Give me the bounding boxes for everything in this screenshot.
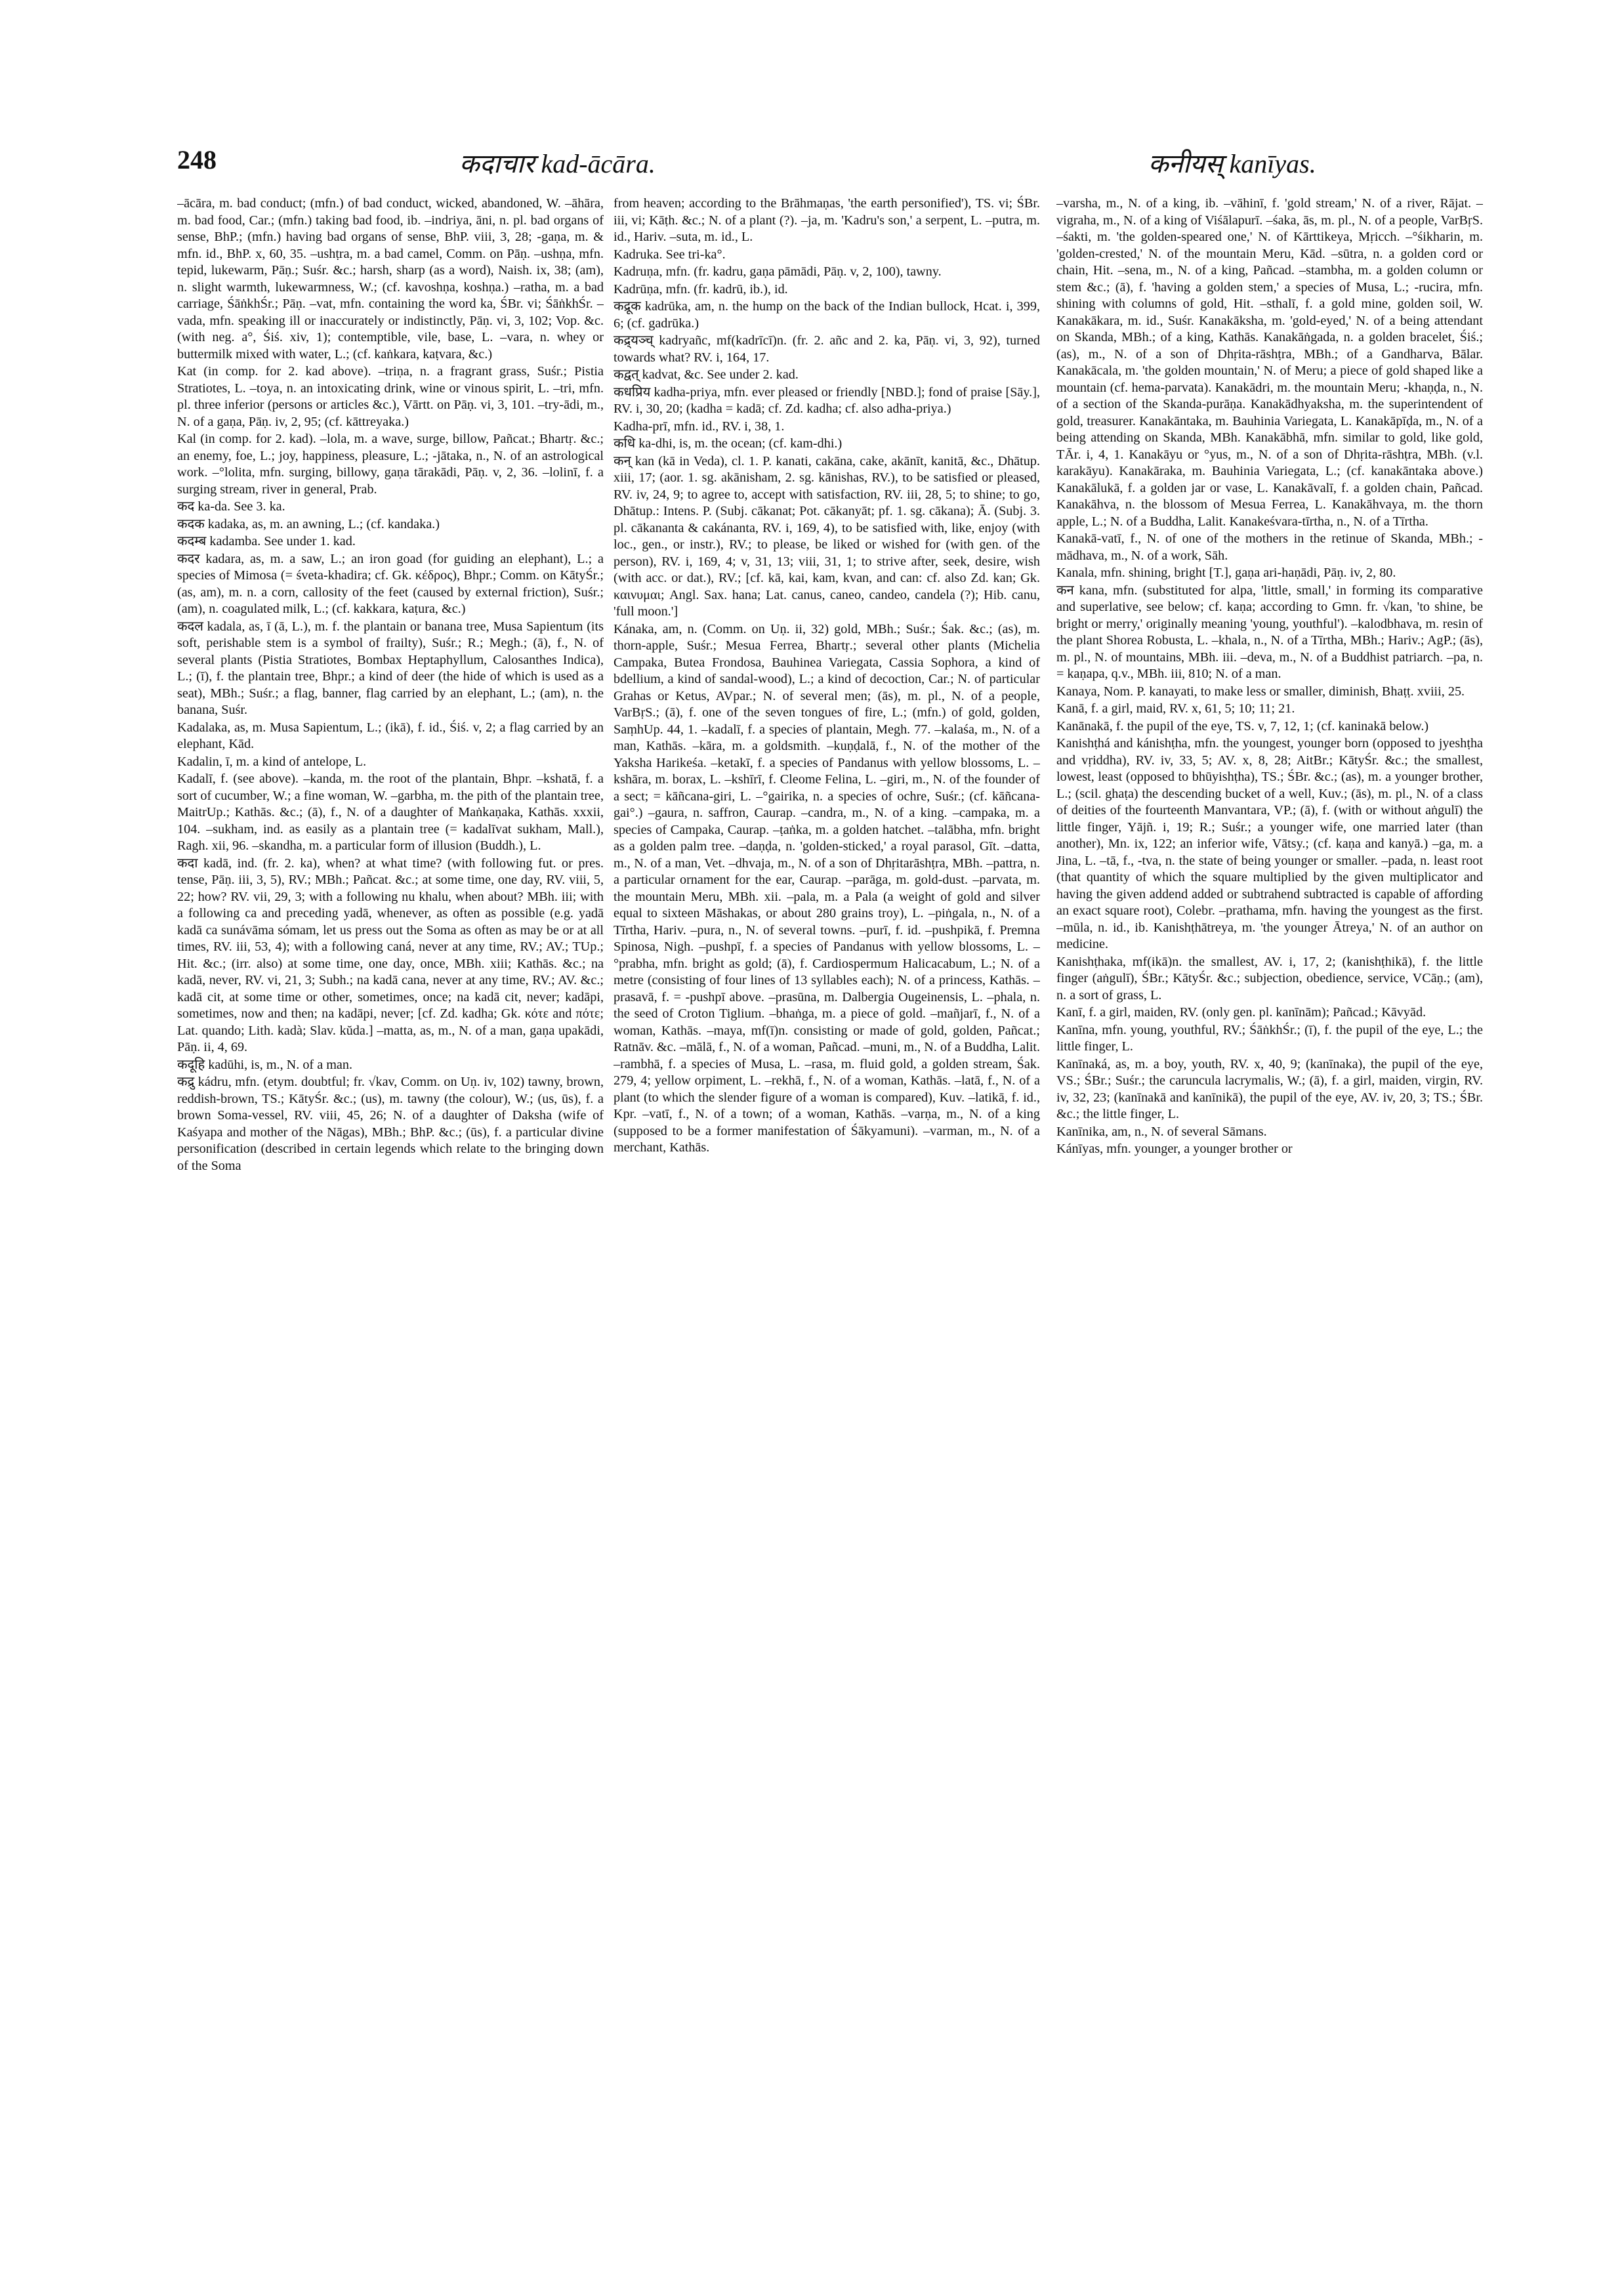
dictionary-entry: Kat (in comp. for 2. kad above). –triṇa, n. a fragrant grass, Suśr.; Pistia Stratiotes, L. –toya, n. an intoxicating drink, wine or vinous spirit, L. –tri, mfn. pl. three inferior (persons or articles &c.), Vārtt. on Pāṇ. vi, 3, 101. –try-ādi, m., N. of a gaṇa, Pāṇ. iv, 2, 95; (cf. kāttreyaka.) bbox=[177, 364, 604, 429]
dictionary-entry: कन kana, mfn. (substituted for alpa, 'little, small,' in forming its comparative and superlative, see below; cf. kaṇa; according to Gmn. fr. √kan, 'to shine, be bright or merry,' originally meaning 'young, youthful'). –kalodbhava, m. resin of the plant Shorea Robusta, L. –khala, n., N. of a Tīrtha, MBh.; Hariv.; AgP.; (ās), m. pl., N. of mountains, MBh. iii. –deva, m., N. of a Buddhist patriarch. –pa, n. = kaṇapa, q.v., MBh. iii, 810; N. of a man. bbox=[1056, 583, 1483, 681]
dictionary-entry: Kadruka. See tri-ka°. bbox=[614, 247, 726, 262]
dictionary-entry: कद्रूक kadrūka, am, n. the hump on the back of the Indian bullock, Hcat. i, 399, 6; (cf. gadrūka.) bbox=[614, 299, 1040, 331]
dictionary-entry: कधप्रिय kadha-priya, mfn. ever pleased or friendly [NBD.]; fond of praise [Sāy.], RV. i, 30, 20; (kadha = kadā; cf. Zd. kadha; cf. also adha-priya.) bbox=[614, 384, 1040, 416]
right-running-head: कनीयस् kanīyas. bbox=[1148, 149, 1316, 178]
dictionary-entry: कद ka-da. See 3. ka. bbox=[177, 499, 285, 514]
dictionary-entry: Kánaka, am, n. (Comm. on Uṇ. ii, 32) gold, MBh.; Suśr.; Śak. &c.; (as), m. thorn-apple, Suśr.; Mesua Ferrea, Bhartṛ.; several other plants (Michelia Campaka, Butea Frondosa, Bauhinea Variegata, Cassia Sophora, a kind of bdellium, a kind of sandal-wood), L.; a kind of decoction, Car.; N. of particular Grahas or Ketus, AVpar.; N. of several men; (ās), m. pl., N. of a people, VarBṛS.; (ā), f. one of the seven tongues of fire, L.; (mfn.) of gold, golden, SaṃhUp. 44, 1. –kadalī, f. a species of plantain, Megh. 77. –kalaśa, m., N. of a man, Kathās. –kāra, m. a goldsmith. –kuṇḍalā, f., N. of the mother of the Yaksha Harikeśa. –ketakī, f. a species of Pandanus with yellow blossoms, L. –kshāra, m. borax, L. –kshīrī, f. Cleome Felina, L. –giri, m., N. of the founder of a sect; = kāñcana-giri, L. –°gairika, n. a species of ochre, Suśr.; (cf. kāñcana-gai°.) –gaura, n. saffron, Caurap. –candra, m., N. of a king. –campaka, m. a species of Campaka, Caurap. –ṭaṅka, m. a golden hatchet. –talābha, mfn. bright as a golden palm tree. –daṇḍa, n. 'golden-sticked,' a royal parasol, Gīt. –datta, m., N. of a man, Vet. –dhvaja, m., N. of a son of Dhṛitarāshṭra, MBh. –pattra, n. a particular ornament for the ear, Caurap. –parāga, m. gold-dust. –parvata, m. the mountain Meru, MBh. xii. –pala, m. a Pala (a weight of gold and silver equal to sixteen Māshakas, or about 280 grains troy), L. –piṅgala, n., N. of a Tīrtha, Hariv. –pura, n., N. of several towns. –purī, f. id. –pushpikā, f. Premna Spinosa, Nigh. –pushpī, f. a species of Pandanus with yellow blossoms, L. –°prabha, mfn. bright as gold; (ā), f. Cardiospermum Halicacabum, L.; N. of a metre (consisting of four lines of 13 syllables each); N. of a princess, Kathās. –prasavā, f. = -pushpī above. –prasūna, m. Dalbergia Ougeinensis, L. –phala, n. the seed of Croton Tiglium. –bhaṅga, m. a piece of gold. –mañjarī, f., N. of a woman, Kathās. –maya, mf(ī)n. consisting or made of gold, golden, Pañcat.; Ratnāv. &c. –mālā, f., N. of a woman, Pañcad. –muni, m., N. of a Buddha, Lalit. –rambhā, f. a species of Musa, L. –rasa, m. fluid gold, a golden stream, Śak. 279, 4; yellow orpiment, L. –rekhā, f., N. of a woman, Kathās. –latā, f., N. of a plant (to which the slender figure of a woman is compared), Kuv. –latikā, f. id., Kpr. –vatī, f., N. of a town; of a woman, Kathās. –varṇa, m., N. of a king (supposed to be a former manifestation of Śākyamuni). –varman, m., N. of a merchant, Kathās. bbox=[614, 621, 1040, 1155]
page-header bbox=[177, 144, 1483, 184]
dictionary-entry: कद्र्यञ्च् kadryañc, mf(kadrīcī)n. (fr. 2. añc and 2. ka, Pāṇ. vi, 3, 92), turned towards what? RV. i, 164, 17. bbox=[614, 333, 1040, 365]
dictionary-entry: कन् kan (kā in Veda), cl. 1. P. kanati, cakāna, cake, akānīt, kanitā, &c., Dhātup. xiii, 17; (aor. 1. sg. akānisham, 2. sg. kānishas, RV.), to be satisfied or pleased, RV. iv, 24, 9; to agree to, accept with satisfaction, RV. iii, 28, 5; to shine; to go, Dhātup.: Intens. P. (Subj. cākanat; Pot. cākanyāt; pf. 1. sg. cākana); Ā. (Subj. 3. pl. cākananta & cakánanta, RV. i, 169, 4), to be satisfied with, like, enjoy (with loc., gen., or instr.), RV.; to please, be liked or wished for (with gen. of the person), RV. i, 169, 4; v, 31, 13; viii, 31, 1; to strive after, seek, desire, wish (with acc. or dat.), RV.; [cf. kā, kai, kam, kvan, and can: cf. also Zd. kan; Gk. καινυμαι; Angl. Sax. hana; Lat. canus, caneo, candeo, candela (?); Hib. canu, 'full moon.'] bbox=[614, 453, 1040, 619]
dictionary-entry: कद्रु kádru, mfn. (etym. doubtful; fr. √kav, Comm. on Uṇ. iv, 102) tawny, brown, reddish-brown, TS.; KātyŚr. &c.; (us), m. tawny (the colour), W.; (us, ūs), f. a brown Soma-vessel, RV. viii, 45, 26; N. of a daughter of Daksha (wife of Kaśyapa and mother of the Nāgas), MBh.; BhP. &c.; (ūs), f. a particular divine personification (described in certain legends which relate to the bringing down of the Soma bbox=[177, 1075, 604, 1173]
dictionary-entry: Kadalī, f. (see above). –kanda, m. the root of the plantain, Bhpr. –kshatā, f. a sort of cucumber, W.; a fine woman, W. –garbha, m. the pith of the plantain tree, MaitrUp.; Kathās. &c.; (ā), f., N. of a daughter of Maṅkaṇaka, Kathās. xxxii, 104. –sukham, ind. as easily as a plantain tree (= kadalīvat sukham, Mall.), Ragh. xii, 96. –skandha, m. a particular form of illusion (Buddh.), L. bbox=[177, 772, 604, 853]
dictionary-entry: Kanishṭhaka, mf(ikā)n. the smallest, AV. i, 17, 2; (kanishṭhikā), f. the little finger (aṅgulī), ŚBr.; KātyŚr. &c.; subjection, obedience, service, VCāṇ.; (am), n. a sort of grass, L. bbox=[1056, 954, 1483, 1003]
dictionary-entry: –ācāra, m. bad conduct; (mfn.) of bad conduct, wicked, abandoned, W. –āhāra, m. bad food, Car.; (mfn.) taking bad food, ib. –indriya, āni, n. pl. bad organs of sense, BhP.; (mfn.) having bad organs of sense, BhP. viii, 3, 28; -gaṇa, m. & mfn. id., BhP. x, 60, 35. –ushṭra, m. a bad camel, Comm. on Pāṇ. –ushṇa, mfn. tepid, lukewarm, Pāṇ.; Suśr. &c.; harsh, sharp (as a word), Naish. ix, 38; (am), n. slight warmth, lukewarmness, W.; (cf. kavoshṇa, koshṇa.) –ratha, m. a bad carriage, ŚāṅkhŚr.; Pāṇ. –vat, mfn. containing the word ka, ŚBr. vi; ŚāṅkhŚr. –vada, mfn. speaking ill or inaccurately or indistinctly, Pāṇ. vi, 3, 102; Vop. &c. (with neg. a°, Śiś. xiv, 1); contemptible, vile, base, L. –vara, n. whey or buttermilk mixed with water, L.; (cf. kaṅkara, kaṭvara, &c.) bbox=[177, 196, 604, 362]
dictionary-entry: Kanala, mfn. shining, bright [T.], gaṇa ari-haṇādi, Pāṇ. iv, 2, 80. bbox=[1056, 566, 1396, 580]
dictionary-entry: कदम्ब kadamba. See under 1. kad. bbox=[177, 534, 356, 548]
dictionary-entry: कद्वत् kadvat, &c. See under 2. kad. bbox=[614, 367, 799, 382]
dictionary-entry: कदूहि kadūhi, is, m., N. of a man. bbox=[177, 1057, 353, 1072]
dictionary-entry: Kánīyas, mfn. younger, a younger brother or bbox=[1056, 1142, 1293, 1156]
dictionary-entry: Kanakā-vatī, f., N. of one of the mothers in the retinue of Skanda, MBh.; -mādhava, m., N. of a work, Sāh. bbox=[1056, 531, 1483, 563]
dictionary-entry: Kadruṇa, mfn. (fr. kadru, gaṇa pāmādi, Pāṇ. v, 2, 100), tawny. bbox=[614, 264, 942, 279]
dictionary-entry: Kanīna, mfn. young, youthful, RV.; ŚāṅkhŚr.; (ī), f. the pupil of the eye, L.; the little finger, L. bbox=[1056, 1022, 1483, 1054]
dictionary-entry: कदर kadara, as, m. a saw, L.; an iron goad (for guiding an elephant), L.; a species of Mimosa (= śveta-khadira; cf. Gk. κέδρος), Bhpr.; Comm. on KātyŚr.; (as, am), m. n. a corn, callosity of the feet (caused by external friction), Suśr.; (am), n. coagulated milk, L.; (cf. kakkara, kaṭura, &c.) bbox=[177, 551, 604, 616]
dictionary-entry: Kadalin, ī, m. a kind of antelope, L. bbox=[177, 754, 367, 769]
dictionary-entry: Kanishṭhá and kánishṭha, mfn. the youngest, younger born (opposed to jyeshṭha and vṛiddha), RV. iv, 33, 5; AV. x, 8, 28; AitBr.; KātyŚr. &c.; the smallest, lowest, least (opposed to bhūyishṭha), TS.; ŚBr. &c.; (as), m. a younger brother, L.; (scil. ghaṭa) the descending bucket of a well, Kuv.; (ās), m. pl., N. of a class of deities of the fourteenth Manvantara, VP.; (ā), f. (with or without aṅgulī) the little finger, Yājñ. i, 19; R.; Suśr.; a younger wife, one married later (than another), Mn. ix, 122; an inferior wife, Vātsy.; (cf. kaṇa and kanyā.) –ga, m. a Jina, L. –tā, f., -tva, n. the state of being younger or smaller. –pada, n. least root (that quantity of which the square multiplied by the given multiplicator and having the given addend added or subtrahend subtracted is capable of affording an exact square root), Colebr. –prathama, mfn. having the youngest as the first. –mūla, n. id., ib. Kanishṭhātreya, m. 'the younger Ātreya,' N. of an author on medicine. bbox=[1056, 736, 1483, 951]
dictionary-entry: from heaven; according to the Brāhmaṇas, 'the earth personified'), TS. vi; ŚBr. iii, vi; Kāṭh. &c.; N. of a plant (?). –ja, m. 'Kadru's son,' a serpent, L. –putra, m. id., Hariv. –suta, m. id., L. bbox=[614, 196, 1040, 244]
dictionary-entry: Kanānakā, f. the pupil of the eye, TS. v, 7, 12, 1; (cf. kaninakā below.) bbox=[1056, 718, 1429, 734]
dictionary-column-3 bbox=[1056, 196, 1483, 2216]
dictionary-entry: Kadalaka, as, m. Musa Sapientum, L.; (ikā), f. id., Śiś. v, 2; a flag carried by an elephant, Kād. bbox=[177, 720, 604, 751]
dictionary-entry: कदक kadaka, as, m. an awning, L.; (cf. kandaka.) bbox=[177, 516, 440, 531]
dictionary-entry: Kadrūṇa, mfn. (fr. kadrū, ib.), id. bbox=[614, 281, 788, 297]
dictionary-column-2 bbox=[614, 196, 1040, 2216]
dictionary-entry: Kadha-prī, mfn. id., RV. i, 38, 1. bbox=[614, 419, 785, 434]
dictionary-entry: Kanīnika, am, n., N. of several Sāmans. bbox=[1056, 1124, 1267, 1139]
dictionary-entry: कदा kadā, ind. (fr. 2. ka), when? at what time? (with following fut. or pres. tense, Pāṇ. iii, 3, 5), RV.; MBh.; Pañcat. &c.; at some time, one day, RV. viii, 5, 22; how? RV. vii, 29, 3; with a following nu khalu, when about? MBh. iii; with a following ca and preceding yadā, whenever, as often as possible (e.g. yadā kadā ca sunávāma sómam, let us press out the Soma as often as may be or at all times, RV. iii, 53, 4); with a following caná, never at any time, RV.; AV.; TUp.; Hit. &c.; (irr. also) at some time, one day, once, MBh. xiii; Kathās. &c.; na kadā, never, RV. vi, 21, 3; Subh.; na kadā cana, never at any time, RV.; AV. &c.; kadā cit, at some time or other, sometimes, once; na kadā cit, never; kadāpi, sometimes, now and then; na kadāpi, never; [cf. Zd. kadha; Gk. κότε and πότε; Lat. quando; Lith. kadà; Slav. kŭda.] –matta, as, m., N. of a man, gaṇa upakādi, Pāṇ. ii, 4, 69. bbox=[177, 856, 604, 1054]
dictionary-entry: –varsha, m., N. of a king, ib. –vāhinī, f. 'gold stream,' N. of a river, Rājat. –vigraha, m., N. of a king of Viśālapurī. –śaka, ās, m. pl., N. of a people, VarBṛS. –śakti, m. 'the golden-speared one,' N. of Kārttikeya, Mṛicch. –°śikharin, m. 'golden-crested,' N. of the mountain Meru, Kād. –sūtra, n. a golden cord or chain, Hit. –sena, m., N. of a king, Pañcad. –stambha, m. a golden column or stem &c.; (ā), f. 'having a golden stem,' a species of Musa, L.; -rucira, mfn. shining with columns of gold, Hit. –sthalī, f. a gold mine, golden soil, W. Kanakākara, m. id., Suśr. Kanakāksha, m. 'gold-eyed,' N. of a being attendant on Skanda, MBh.; of a king, Kathās. Kanakāṅgada, n. a golden bracelet, Śiś.; (as), m., N. of a son of Dhṛita-rāshṭra, MBh.; of a Gandharva, Bālar. Kanakācala, m. 'the golden mountain,' N. of Meru; a piece of gold shaped like a mountain (cf. hema-parvata). Kanakādri, m. the mountain Meru; -khaṇḍa, n., N. of a section of the Skanda-purāṇa. Kanakādhyaksha, m. the superintendent of gold, treasurer. Kanakāntaka, m. Bauhinia Variegata, L. Kanakāpīḍa, m., N. of a being attending on Skanda, MBh. Kanakābhā, mfn. similar to gold, like gold, TĀr. i, 4, 1. Kanakāyu or °yus, m., N. of a son of Dhṛita-rāshṭra, MBh. (v.l. karakāyu). Kanakāraka, m. Bauhinia Variegata, L.; (cf. kanakāntaka above.) Kanakālukā, f. a golden jar or vase, L. Kanakāvalī, f. a golden chain, Pañcad. Kanakāhva, n. the blossom of Mesua Ferrea, L. Kanakāhvaya, m. the thorn apple, L.; N. of a Buddha, Lalit. Kanakeśvara-tīrtha, n., N. of a Tīrtha. bbox=[1056, 196, 1483, 529]
dictionary-column-1 bbox=[177, 196, 604, 2216]
left-running-head: कदाचार kad-ācāra. bbox=[459, 149, 656, 178]
dictionary-entry: Kal (in comp. for 2. kad). –lola, m. a wave, surge, billow, Pañcat.; Bhartṛ. &c.; an enemy, foe, L.; joy, happiness, pleasure, L.; -jātaka, n., N. of an astrological work. –°lolita, mfn. surging, billowy, gaṇa tārakādi, Pāṇ. v, 2, 36. –lolinī, f. a surging stream, river in general, Prab. bbox=[177, 432, 604, 497]
dictionary-entry: Kanā, f. a girl, maid, RV. x, 61, 5; 10; 11; 21. bbox=[1056, 701, 1295, 716]
dictionary-entry: कधि ka-dhi, is, m. the ocean; (cf. kam-dhi.) bbox=[614, 436, 843, 451]
dictionary-entry: Kanīnaká, as, m. a boy, youth, RV. x, 40, 9; (kanīnaka), the pupil of the eye, VS.; ŚBr.; Suśr.; the caruncula lacrymalis, W.; (ā), f. a girl, maiden, virgin, RV. iv, 32, 23; (kanīnakā and kanīnikā), the pupil of the eye, AV. iv, 20, 3; TS.; ŚBr. &c.; the little finger, L. bbox=[1056, 1056, 1483, 1121]
dictionary-entry: Kanaya, Nom. P. kanayati, to make less or smaller, diminish, Bhaṭṭ. xviii, 25. bbox=[1056, 684, 1465, 699]
dictionary-entry: कदल kadala, as, ī (ā, L.), m. f. the plantain or banana tree, Musa Sapientum (its soft, perishable stem is a symbol of frailty), Suśr.; R.; Megh.; (ā), f., N. of several plants (Pistia Stratiotes, Bombax Heptaphyllum, Calosanthes Indica), L.; (ī), f. the plantain tree, Bhpr.; a kind of deer (the hide of which is used as a seat), MBh.; Suśr.; a flag, banner, flag carried by an elephant, L.; (am), n. the banana, Suśr. bbox=[177, 619, 604, 717]
dictionary-entry: Kanī, f. a girl, maiden, RV. (only gen. pl. kanīnām); Pañcad.; Kāvyād. bbox=[1056, 1005, 1426, 1020]
page-number: 248 bbox=[177, 145, 217, 175]
